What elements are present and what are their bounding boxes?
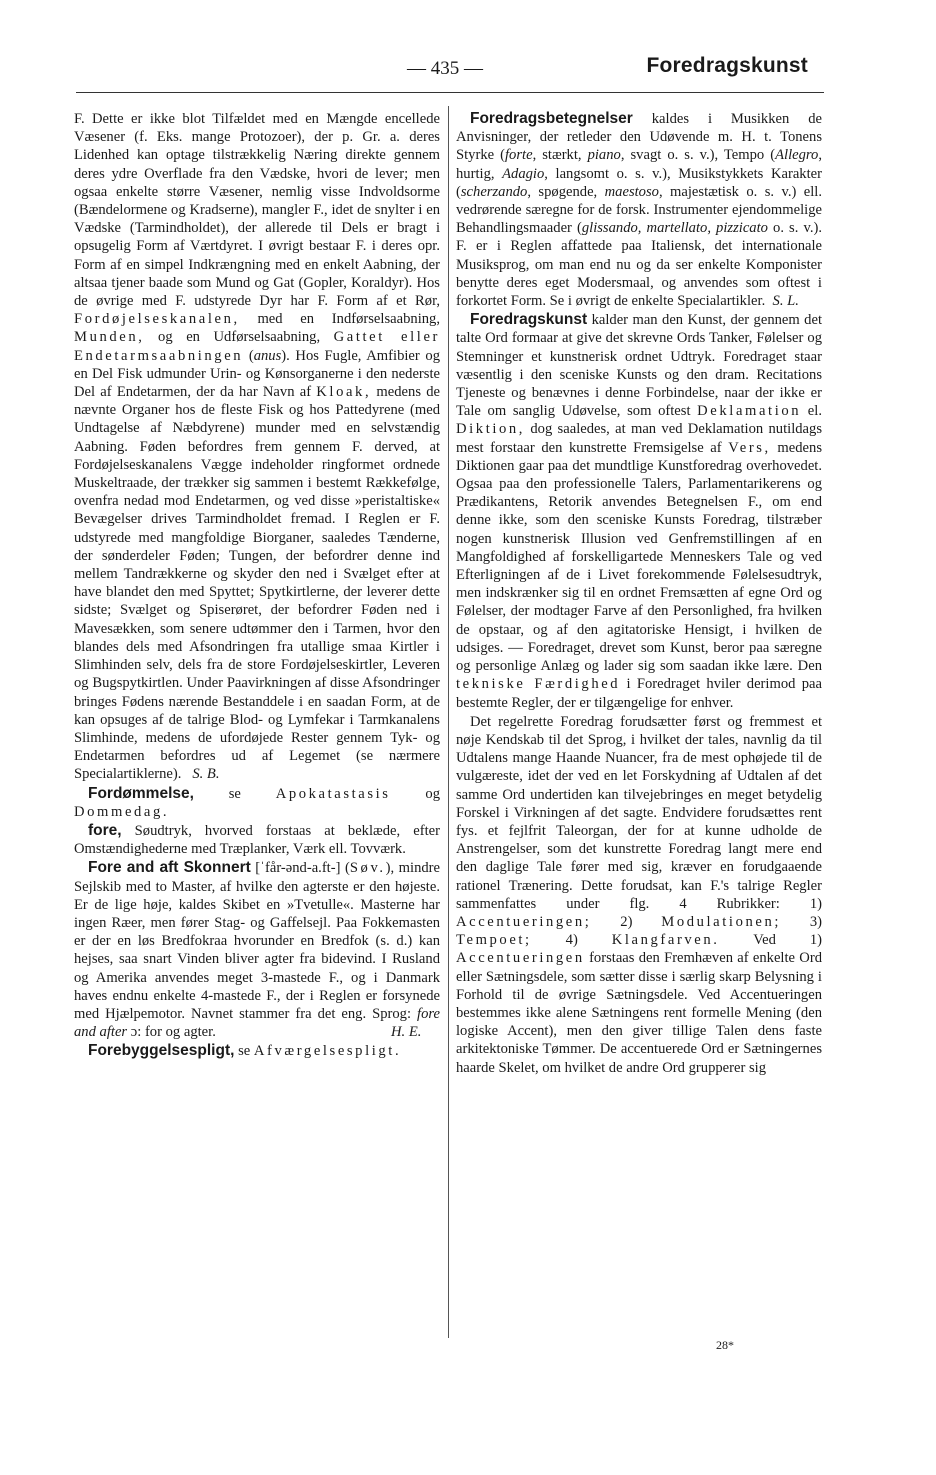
entry-foredragskunst-paragraph-2: Det regelrette Foredrag forudsætter først og fremmest et nøje Kendskab til det Sprog, i hvilket der tales, navnlig da til Udtalens mange Haande Nuancer, fra de mest ophøjede til de vulgæreste, idet der ved en let Forskydning af Udtalen af det samme Ord undertiden kan tilvejebringes en meget betydelig Forskel i Virkningen af det sagte. Endvidere forudsættes rent fys. et fejlfrit Taleorgan, der for at kunne udholde de Anstrengelser, som det kunstrette Foredrag langt mere end den daglige Tale fører med sig, kræver en forudgaaende rationel Trænering. Dette forudsat, kan F.'s talrige Regler sammenfattes under flg. 4 Rubrikker: 1) Accentueringen; 2) Modulationen; 3) Tempoet; 4) Klangfarven. Ved 1) Accentueringen forstaas den Fremhæven af enkelte Ord eller Sætningsdele, som sætter disse i særlig skarp Belysning i Forhold til de øvrige Sætningsdele. Ved Accentueringen bestemmes ikke alene Sætningens rent formelle Mening (den logiske Accent), men den giver tillige Talen dens faste arkitektoniske Tømmer. De accentuerede Ord er Sætningernes haarde Skelet, om hvilket de andre Ord grupperer sig (456, 713, 822, 1076)
header-rule (76, 92, 824, 93)
entry-fordojelseskanal-continued: F. Dette er ikke blot Tilfældet med en Mængde encellede Væsener (f. Eks. mange Protozoer), der p. Gr. a. deres Lidenhed kan optage tilstrækkelig Næring direkte gennem deres ydre Overflade fra den Vædske, hvori de lever; men ogsaa enkelte større Væsener, nemlig visse Indvoldsorme (Bændelormene og Kradserne), mangler F., idet de snylter i en Vædske (Tarmindholdet), der allerede til Dels er bragt i opsugelig Form af Værtdyret. I øvrigt bestaar F. i deres opr. Form af en simpel Indkrængning med en enkelt Aabning, der altsaa tjener baade som Mund og Gat (Gopler, Koraldyr). Hos de øvrige med F. udstyrede Dyr har F. Form af et Rør, Fordøjelseskanalen, med en Indførselsaabning, Munden, og en Udførselsaabning, Gattet eller Endetarmsaabningen (anus). Hos Fugle, Amfibier og en Del Fisk udmunder Urin- og Kønsorganerne i den nederste Del af Endetarmen, der da har Navn af Kloak, medens de nævnte Organer hos de fleste Fisk og hos Pattedyrene (med Undtagelse af Næbdyrene) munder med en selvstændig Aabning. Føden befordres frem gennem F. derved, at Fordøjelseskanalens Vægge indeholder ringformet ordnede Muskeltraade, der trækker sig sammen i bestemt Rækkefølge, ovenfra nedad mod Endetarmen, og ved disse »peristaltiske« Bevægelser drives Tarmindholdet fremad. I Reglen er F. udstyrede med mangfoldige Biorganer, saaledes Tænderne, der sønderdeler Føden; Tungen, der befordrer denne ind mellem Tandrækkerne og skyder den ned i Svælget efter at have blandet den med Spyttet; Spytkirtlerne, der leverer dette sidste; Svælget og Spiserøret, der befordrer Føden ned i Mavesækken, som senere udtømmer den i Tarmen, hvor den blandes dels med Afsondringen fra utallige smaa Kirtler i Slimhinden selv, dels fra de store Fordøjelseskirtler, Leveren og Bugspytkirtlen. Under Paavirkningen af disse Afsondringer bringes Fødens nærende Bestanddele i en saadan Form, at de kan opsuges af de talrige Blod- og Lymfekar i Tarmkanalens Slimhinde, medens de ufordøjede Rester gennem Tyk- og Endetarmen befordres ud af Legemet (se nærmere Specialartiklerne). S. B. (74, 111, 440, 783)
author-signature: S. B. (192, 766, 220, 783)
page-number: — 435 — (407, 58, 483, 79)
entry-foredragsbetegnelser: Foredragsbetegnelser kaldes i Musikken de Anvisninger, der retleder den Udøvende m. H. t. Tonens Styrke (forte, stærkt, piano, svagt o. s. v.), Tempo (Allegro, hurtig, Adagio, langsomt o. s. v.), Musikstykkets Karakter (scherzando, spøgende, maestoso, majestætisk o. s. v.) ell. vedrørende særegne for de forsk. Instrumenter ejendommelige Behandlingsmaader (glissando, martellato, pizzicato o. s. v.). F. er i Reglen affattede paa Italiensk, det internationale Musiksprog, om man end nu og da ser enkelte Komponister benytte deres eget Modersmaal, og anvendes som oftest i forkortet Form. Se i øvrigt de enkelte Specialartikler. S. L. (456, 110, 822, 310)
entry-foredragskunst: Foredragskunst kalder man den Kunst, der gennem det talte Ord formaar at give det skrevne Ords Tanker, Følelser og Stemninger et kunstnerisk ordnet Udtryk. Foredraget staar væsentlig i den sceniske Kunsts og den dram. Recitations Tjeneste og benævnes i denne Forbindelse, naar der ikke er Tale om sanglig Udøvelse, som oftest Deklamation el. Diktion, dog saaledes, at man ved Deklamation nutildags mest forstaar den kunstrette Fremsigelse af Vers, medens Diktionen gaar paa det mundtlige Kunstforedrag overhovedet. Ogsaa paa den professionelle Talers, Parlamentarikerens og Prædikantens, Retorik anvendes Betegnelsen F., om end denne ikke, som den sceniske Kunsts Foredrag, tilstræber nogen kunstnerisk Illusion ved Genfremstillingen af en Mangfoldighed af forskelligartede Menneskers Tale og ved Efterligningen af de i Livet forekommende Følelsesudtryk, men indskrænker sig til en ordnet Fremsætten af egne Ord og Følelser, der modtager Farve af den Personlighed, fra hvilken de opstaar, og af den agitatoriske Hensigt, i hvilken de udsiges. — Foredraget, drevet som Kunst, beror paa særegne og personlige Anlæg og lader sig som saadan ikke lære. Den tekniske Færdighed i Foredraget hviler derimod paa bestemte Regler, der er tilgængelige for enhver. (456, 311, 822, 711)
page-header (0, 54, 936, 88)
headword: fore, (88, 821, 122, 839)
author-signature: S. L. (772, 293, 799, 310)
running-title: Foredragskunst (646, 54, 808, 77)
author-signature: H. E. (390, 1024, 422, 1041)
signature-mark: 28* (716, 1338, 734, 1352)
right-column (456, 110, 822, 1077)
headword: Forebyggelsespligt, (88, 1042, 235, 1060)
entry-forebyggelsespligt: Forebyggelsespligt, se Afværgelsespligt. (88, 1042, 402, 1060)
headword: Foredragskunst (470, 311, 588, 329)
column-divider (448, 106, 449, 1338)
headword: Fordømmelse, (88, 784, 194, 802)
left-column (74, 110, 440, 1061)
entry-fore-and-aft-skonnert: Fore and aft Skonnert [ˈfår-ənd-a.ft-] (Søv.), mindre Sejlskib med to Master, af hvilke den agterste er den højeste. Er de lige høje, kaldes Skibet en »Tvetulle«. Masterne har ingen Ræer, men fører Stag- og Gaffelsejl. Paa Fokkemasten er der en løs Bredfokraa hvorunder en Bredfok (s. d.) kan hejses, saa snart Vinden bliver agter fra bidevind. I Rusland og Amerika anvendes meget 3-mastede F., og i Danmark haves endnu enkelte 4-mastede F., der i Reglen er forsynede med Hjælpemotor. Navnet stammer fra det eng. Sprog: fore and after ɔ: for og agter. H. E. (74, 859, 440, 1041)
headword: Fore and aft Skonnert (88, 859, 251, 877)
entry-fore: fore, Søudtryk, hvorved forstaas at beklæde, efter Omstændighederne med Træplanker, Værk ell. Tovværk. (74, 821, 440, 858)
headword: Foredragsbetegnelser (470, 110, 633, 127)
entry-fordommelse: Fordømmelse, se Apokatastasis og Dommedag. (74, 784, 440, 820)
